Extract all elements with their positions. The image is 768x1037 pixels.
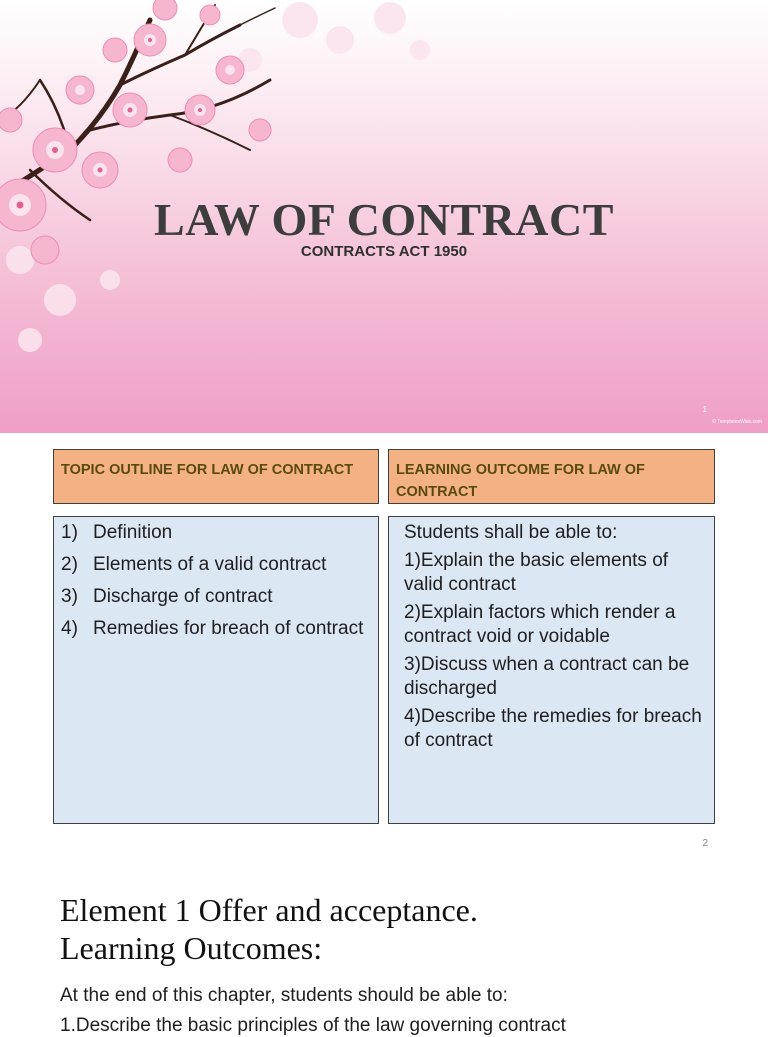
presentation-title: LAW OF CONTRACT [154, 194, 614, 245]
list-item-text: Elements of a valid contract [93, 554, 327, 575]
slide-number: 2 [702, 838, 708, 849]
title-slide [0, 0, 768, 433]
outcome-intro: Students shall be able to: [404, 522, 618, 543]
slide-heading [60, 891, 740, 967]
body-text: At the end of this chapter, students should be able to: [60, 985, 508, 1006]
list-item-text: Definition [93, 522, 173, 543]
list-item-number: 4) [61, 618, 78, 639]
list-item: 1.Describe the basic principles of the law governing contract [60, 1015, 566, 1036]
list-item-number: 3) [61, 586, 78, 607]
topic-outline-list [53, 516, 379, 824]
list-item: 3)Discuss when a contract can be discharged [404, 654, 690, 699]
list-item [61, 521, 372, 545]
list-item-number: 1) [61, 522, 78, 543]
template-watermark: © TemplatesWise.com [712, 419, 762, 425]
list-item [61, 585, 372, 609]
heading-line: Learning Outcomes: [60, 930, 323, 966]
learning-outcome-list [388, 516, 715, 824]
list-item [61, 617, 372, 641]
outline-slide [0, 433, 768, 857]
list-item-text: Remedies for breach of contract [93, 618, 364, 639]
list-item-number: 2) [61, 554, 78, 575]
list-item-text: Discharge of contract [93, 586, 273, 607]
heading-line: Element 1 Offer and acceptance. [60, 892, 478, 928]
presentation-subtitle: CONTRACTS ACT 1950 [300, 243, 468, 260]
topic-outline-header: TOPIC OUTLINE FOR LAW OF CONTRACT [53, 449, 379, 504]
slide-number: 1 [702, 405, 707, 414]
learning-outcome-header: LEARNING OUTCOME FOR LAW OF CONTRACT [388, 449, 715, 504]
list-item: 1)Explain the basic elements of valid contract [404, 550, 669, 595]
element-slide [0, 857, 768, 1036]
list-item [61, 553, 372, 577]
list-item: 2)Explain factors which render a contract void or voidable [404, 602, 676, 647]
list-item: 4)Describe the remedies for breach of contract [404, 706, 702, 751]
